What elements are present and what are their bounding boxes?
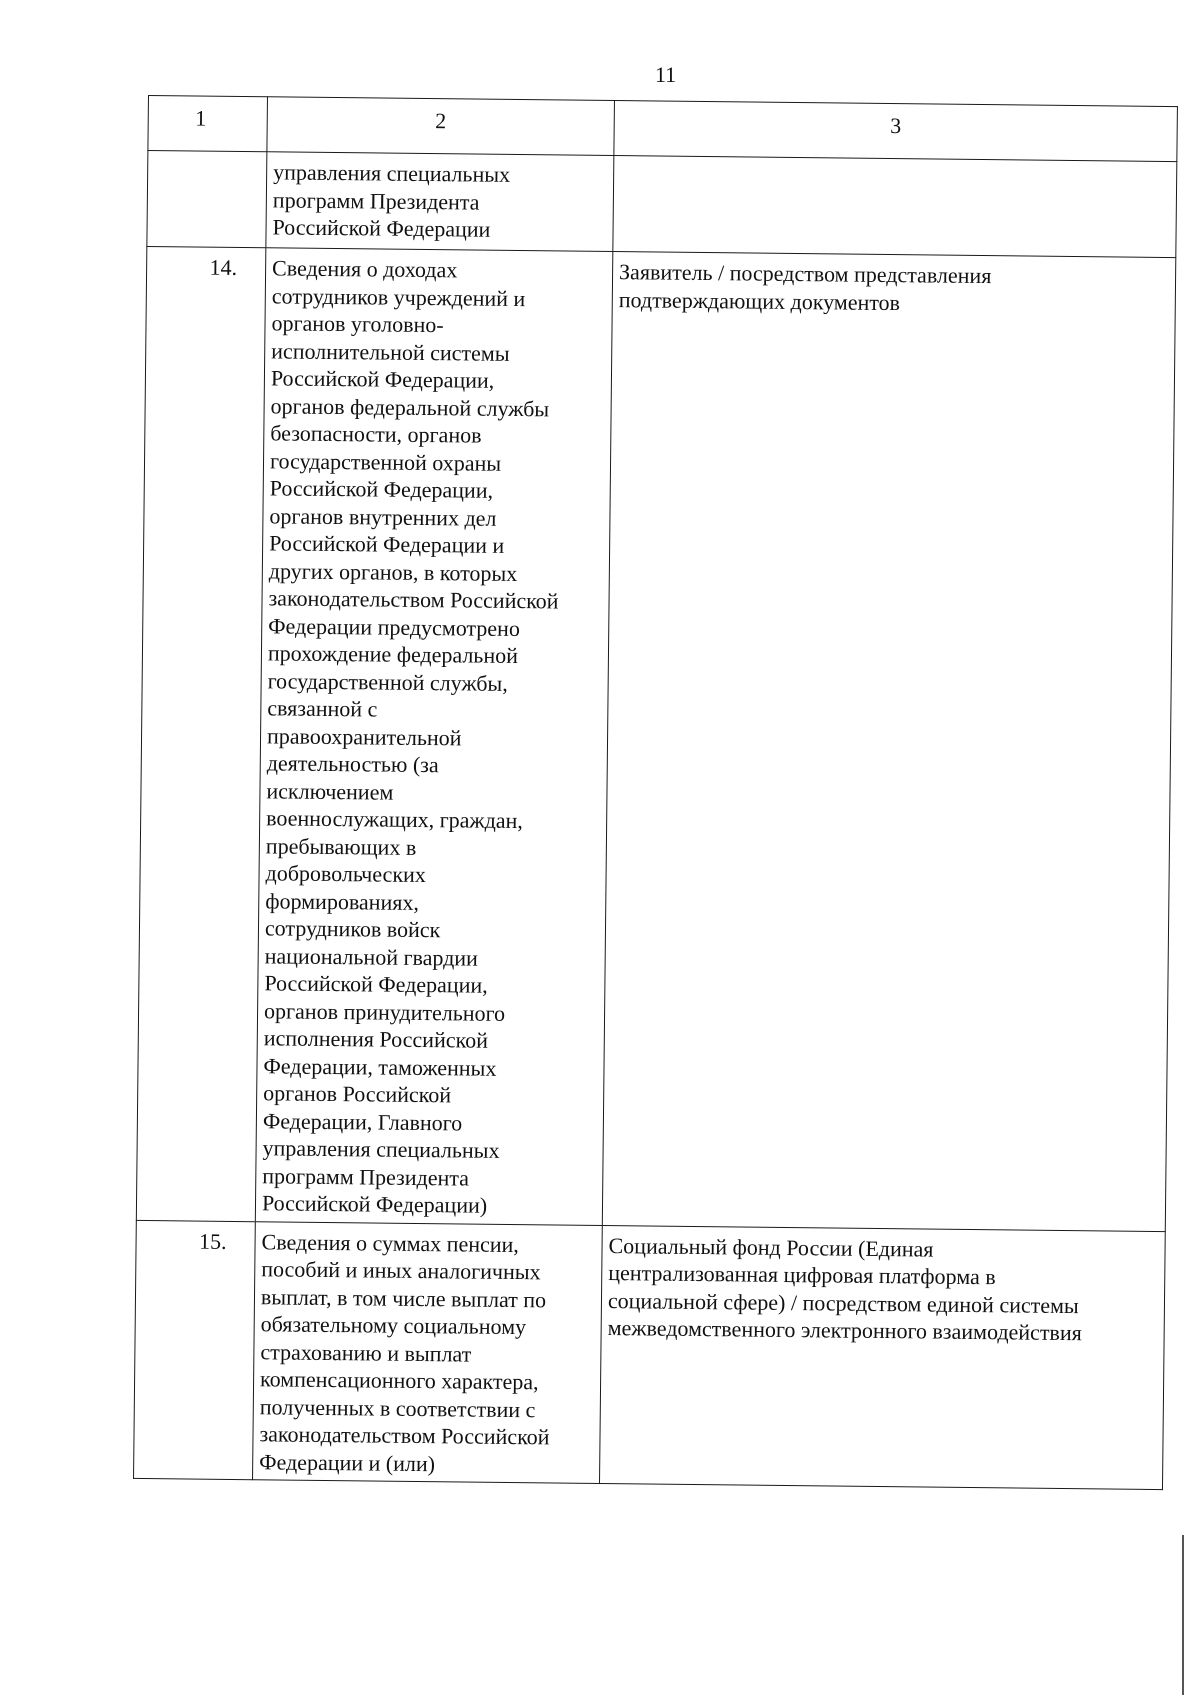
header-col-3: 3 <box>614 101 1178 162</box>
document-table <box>133 95 1178 1490</box>
page-number: 11 <box>655 62 677 87</box>
row-description <box>255 248 613 1225</box>
source-text: Социальный фонд России (Единая централизованная цифровая платформа в социальной сфере) / посредством единой системы межведомственного электронного взаимодействия <box>607 1232 1082 1346</box>
row-source <box>613 156 1177 258</box>
source-text: Заявитель / посредством представления подтверждающих документов <box>618 259 992 315</box>
table-row <box>136 246 1175 1231</box>
row-description <box>253 1221 603 1483</box>
row-number: 14. <box>136 246 266 1221</box>
row-source <box>602 252 1176 1232</box>
row-source <box>600 1225 1166 1490</box>
header-col-1: 1 <box>148 96 268 152</box>
table-row <box>147 151 1177 258</box>
table-row <box>134 1220 1166 1490</box>
description-text: управления специальных программ Президента Российской Федерации <box>272 159 511 242</box>
row-description <box>266 152 614 252</box>
row-number <box>147 151 267 248</box>
header-col-2: 2 <box>267 97 615 156</box>
scan-edge-mark <box>1182 1535 1184 1695</box>
description-text: Сведения о доходах сотрудников учреждений и органов уголовно- исполнительной системы Российской Федерации, органов федеральной службы безопасности, органов государственной охраны Российской Федерации, органов внутренних дел Российской Федерации и других органов, в которых законодательством Российской Федерации предусмотрено прохождение федеральной государственной службы, связанной с правоохранительной деятельностью (за исключением военнослужащих, граждан, пребывающих в добровольческих формированиях, сотрудников войск национальной гвардии Российской Федерации, органов принудительного исполнения Российской Федерации, таможенных органов Российской Федерации, Главного управления специальных программ Президента Российской Федерации) <box>261 255 559 1218</box>
source-text <box>620 162 1172 168</box>
row-number: 15. <box>134 1220 256 1480</box>
description-text: Сведения о суммах пенсии, пособий и иных аналогичных выплат, в том числе выплат по обязательному социальному страхованию и выплат компенсационного характера, полученных в соответствии с законодательством Российской Федерации и (или) <box>259 1228 550 1476</box>
